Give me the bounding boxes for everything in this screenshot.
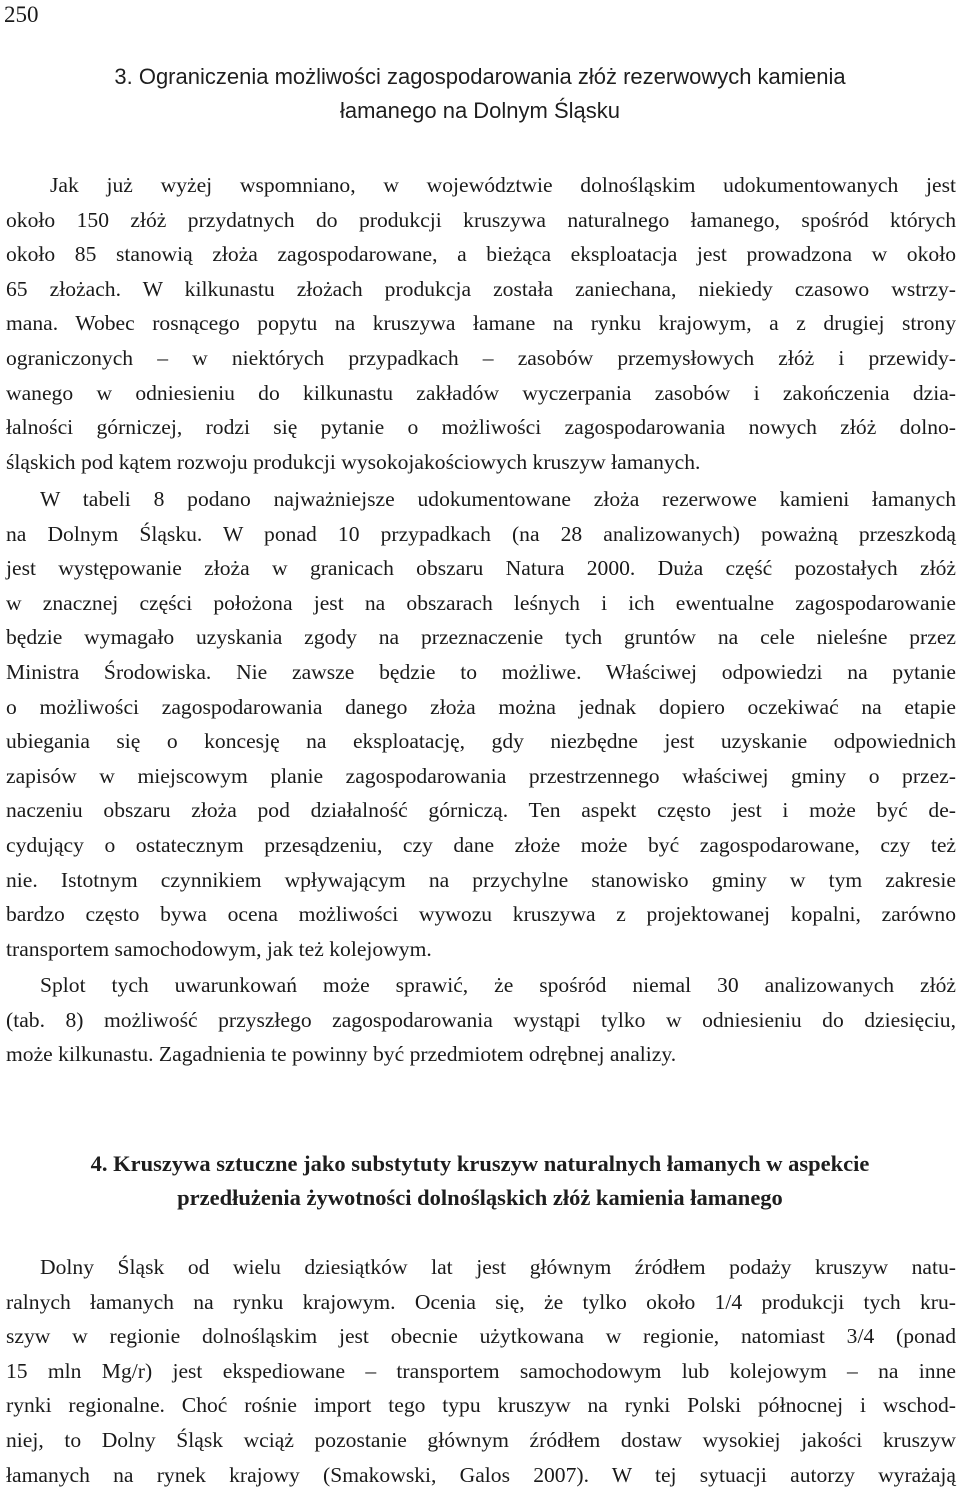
page-number: 250: [4, 2, 39, 27]
text-line: 65 złożach. W kilkunastu złożach produkcja została zaniechana, niekiedy czasowo wstrzy-: [6, 276, 956, 301]
text-line: na Dolnym Śląsku. W ponad 10 przypadkach (na 28 analizowanych) poważną przeszkodą: [6, 521, 956, 546]
text-line: transportem samochodowym, jak też kolejowym.: [6, 936, 432, 961]
heading-line: 4. Kruszywa sztuczne jako substytuty kruszyw naturalnych łamanych w aspekcie: [90, 1151, 870, 1176]
text-line: będzie wymagało uzyskania zgody na przeznaczenie tych gruntów na cele nieleśne przez: [6, 625, 956, 650]
text-line: około 150 złóż przydatnych do produkcji kruszywa naturalnego łamanego, spośród których: [6, 207, 956, 232]
text-line: ubiegania się o koncesję na eksploatację, gdy niezbędne jest uzyskanie odpowiednich: [6, 729, 956, 754]
text-line: ograniczonych – w niektórych przypadkach – zasobów przemysłowych złóż i przewidy-: [6, 345, 956, 370]
text-line: około 85 stanowią złoża zagospodarowane, a bieżąca eksploatacja jest prowadzona w około: [6, 242, 956, 267]
section-4-paragraph-1: [6, 1250, 956, 1492]
text-line: Ministra Środowiska. Nie zawsze będzie to możliwe. Właściwej odpowiedzi na pytanie: [6, 659, 956, 684]
text-line: w znacznej części położona jest na obszarach leśnych i ich ewentualne zagospodarowanie: [6, 590, 956, 615]
section-3-paragraph-1: [6, 168, 956, 479]
text-line: zapisów w miejscowym planie zagospodarowania przestrzennego właściwej gminy o przez-: [6, 763, 956, 788]
text-line: łalności górniczej, rodzi się pytanie o możliwości zagospodarowania nowych złóż dolno-: [6, 415, 956, 440]
heading-line: 3. Ograniczenia możliwości zagospodarowania złóż rezerwowych kamienia: [114, 64, 846, 89]
text-line: W tabeli 8 podano najważniejsze udokumentowane złoża rezerwowe kamieni łamanych: [40, 487, 956, 511]
text-line: rynki regionalne. Choć rośnie import tego typu kruszyw na rynki Polski północnej i wschod-: [6, 1393, 956, 1418]
text-line: naczeniu obszaru złoża pod działalność górniczą. Ten aspekt często jest i może być de-: [6, 798, 956, 823]
heading-line: przedłużenia żywotności dolnośląskich złóż kamienia łamanego: [177, 1185, 783, 1210]
heading-line: łamanego na Dolnym Śląsku: [339, 98, 621, 123]
text-line: wanego w odniesieniu do kilkunastu zakładów wyczerpania zasobów i zakończenia dzia-: [6, 380, 956, 405]
text-line: Jak już wyżej wspomniano, w województwie dolnośląskim udokumentowanych jest: [50, 173, 956, 197]
text-line: (tab. 8) możliwość przyszłego zagospodarowania wystąpi tylko w odniesieniu do dziesięciu,: [6, 1007, 956, 1032]
text-line: łamanych na rynek krajowy (Smakowski, Galos 2007). W tej sytuacji autorzy wyrażają: [6, 1462, 956, 1487]
text-line: jest występowanie złoża w granicach obszaru Natura 2000. Duża część pozostałych złóż: [6, 556, 956, 581]
section-4-heading: [0, 1147, 960, 1215]
text-line: śląskich pod kątem rozwoju produkcji wysokojakościowych kruszyw łamanych.: [6, 449, 701, 474]
text-line: 15 mln Mg/r) jest ekspediowane – transportem samochodowym lub kolejowym – na inne: [6, 1358, 956, 1383]
text-line: nie. Istotnym czynnikiem wpływającym na przychylne stanowisko gminy w tym zakresie: [6, 867, 956, 892]
text-line: Dolny Śląsk od wielu dziesiątków lat jest głównym źródłem podaży kruszyw natu-: [40, 1255, 956, 1279]
text-line: o możliwości zagospodarowania danego złoża można jednak dopiero oczekiwać na etapie: [6, 694, 956, 719]
text-line: bardzo często bywa ocena możliwości wywozu kruszywa z projektowanej kopalni, zarówno: [6, 902, 956, 927]
text-line: Splot tych uwarunkowań może sprawić, że spośród niemal 30 analizowanych złóż: [40, 973, 956, 997]
section-3-paragraph-3: [6, 968, 956, 1072]
text-line: szyw w regionie dolnośląskim jest obecnie użytkowana w regionie, natomiast 3/4 (ponad: [6, 1324, 956, 1349]
text-line: mana. Wobec rosnącego popytu na kruszywa łamane na rynku krajowym, a z drugiej strony: [6, 311, 956, 336]
text-line: ralnych łamanych na rynku krajowym. Ocenia się, że tylko około 1/4 produkcji tych kru-: [6, 1289, 956, 1314]
section-3-heading: [20, 60, 940, 128]
section-3-paragraph-2: [6, 482, 956, 966]
text-line: niej, to Dolny Śląsk wciąż pozostanie głównym źródłem dostaw wysokiej jakości kruszyw: [6, 1427, 956, 1452]
text-line: cydujący o ostatecznym przesądzeniu, czy dane złoże może być zagospodarowane, czy też: [6, 832, 956, 857]
text-line: może kilkunastu. Zagadnienia te powinny być przedmiotem odrębnej analizy.: [6, 1042, 677, 1067]
